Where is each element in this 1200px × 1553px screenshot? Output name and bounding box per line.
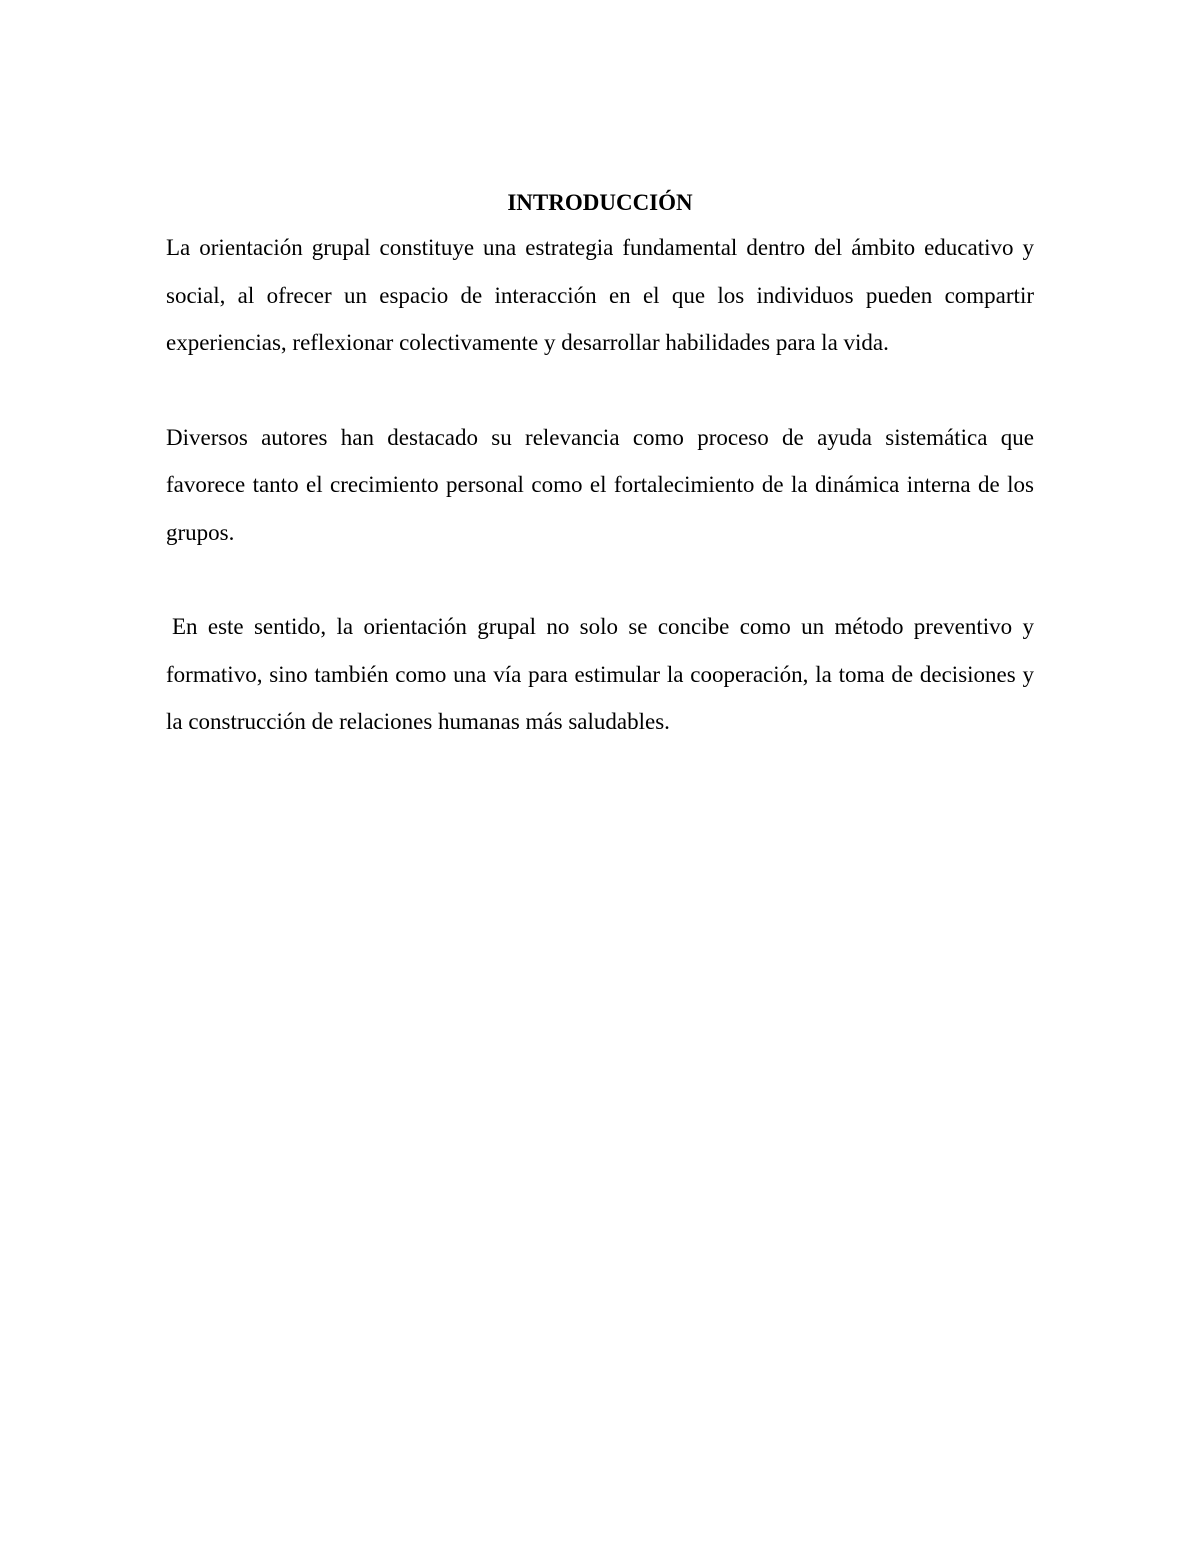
paragraph-2: Diversos autores han destacado su relevancia como proceso de ayuda sistemática que favorece tanto el crecimiento personal como el fortalecimiento de la dinámica interna de los grupos.: [166, 424, 1034, 545]
paragraph-3: En este sentido, la orientación grupal no solo se concibe como un método preventivo y formativo, sino también como una vía para estimular la cooperación, la toma de decisiones y la construcción de relaciones humanas más saludables.: [166, 614, 1034, 734]
document-title: INTRODUCCIÓN: [507, 190, 693, 215]
paragraph-1: La orientación grupal constituye una estrategia fundamental dentro del ámbito educativo y social, al ofrecer un espacio de interacción en el que los individuos pueden compartir experiencias, reflexionar colectivamente y desarrollar habilidades para la vida.: [166, 235, 1034, 355]
document-body: [166, 182, 1034, 746]
